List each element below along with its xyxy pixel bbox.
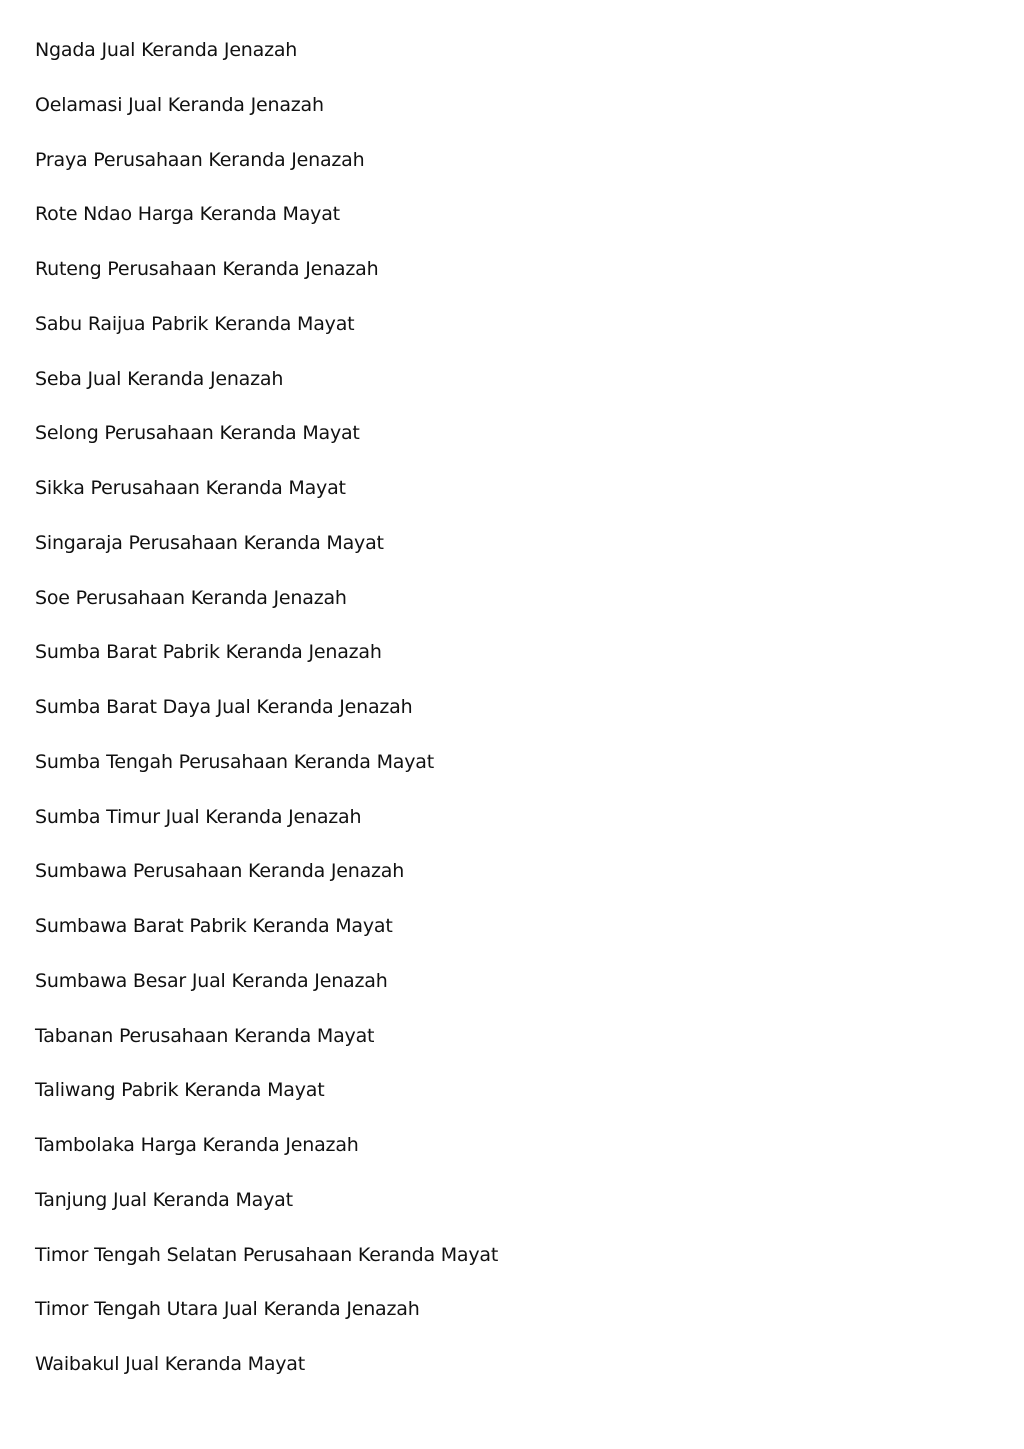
list-item: Selong Perusahaan Keranda Mayat [35,422,360,445]
list-item: Tabanan Perusahaan Keranda Mayat [35,1024,375,1047]
list-item: Sumba Barat Pabrik Keranda Jenazah [35,641,382,664]
list-item: Sumba Timur Jual Keranda Jenazah [35,805,362,828]
list-item: Sumba Barat Daya Jual Keranda Jenazah [35,696,413,718]
list-item: Waibakul Jual Keranda Mayat [35,1353,305,1375]
list-item: Tanjung Jual Keranda Mayat [35,1188,293,1211]
list-item: Singaraja Perusahaan Keranda Mayat [35,531,384,554]
list-item: Timor Tengah Selatan Perusahaan Keranda Mayat [35,1243,499,1266]
list-item: Ruteng Perusahaan Keranda Jenazah [35,258,379,280]
list-item: Tambolaka Harga Keranda Jenazah [35,1134,359,1156]
list-item: Soe Perusahaan Keranda Jenazah [35,586,347,609]
list-item: Sumbawa Besar Jual Keranda Jenazah [35,969,388,992]
list-item: Seba Jual Keranda Jenazah [35,367,284,390]
list-item: Sumbawa Barat Pabrik Keranda Mayat [35,915,393,937]
location-list [35,34,498,1403]
list-item: Sumbawa Perusahaan Keranda Jenazah [35,860,405,883]
list-item: Praya Perusahaan Keranda Jenazah [35,148,365,171]
list-item: Ngada Jual Keranda Jenazah [35,39,298,61]
list-item: Sabu Raijua Pabrik Keranda Mayat [35,312,355,335]
list-item: Rote Ndao Harga Keranda Mayat [35,203,340,226]
list-item: Sumba Tengah Perusahaan Keranda Mayat [35,750,434,773]
list-item: Taliwang Pabrik Keranda Mayat [35,1079,325,1102]
list-item: Oelamasi Jual Keranda Jenazah [35,93,324,116]
list-item: Timor Tengah Utara Jual Keranda Jenazah [35,1298,420,1321]
list-item: Sikka Perusahaan Keranda Mayat [35,477,346,499]
